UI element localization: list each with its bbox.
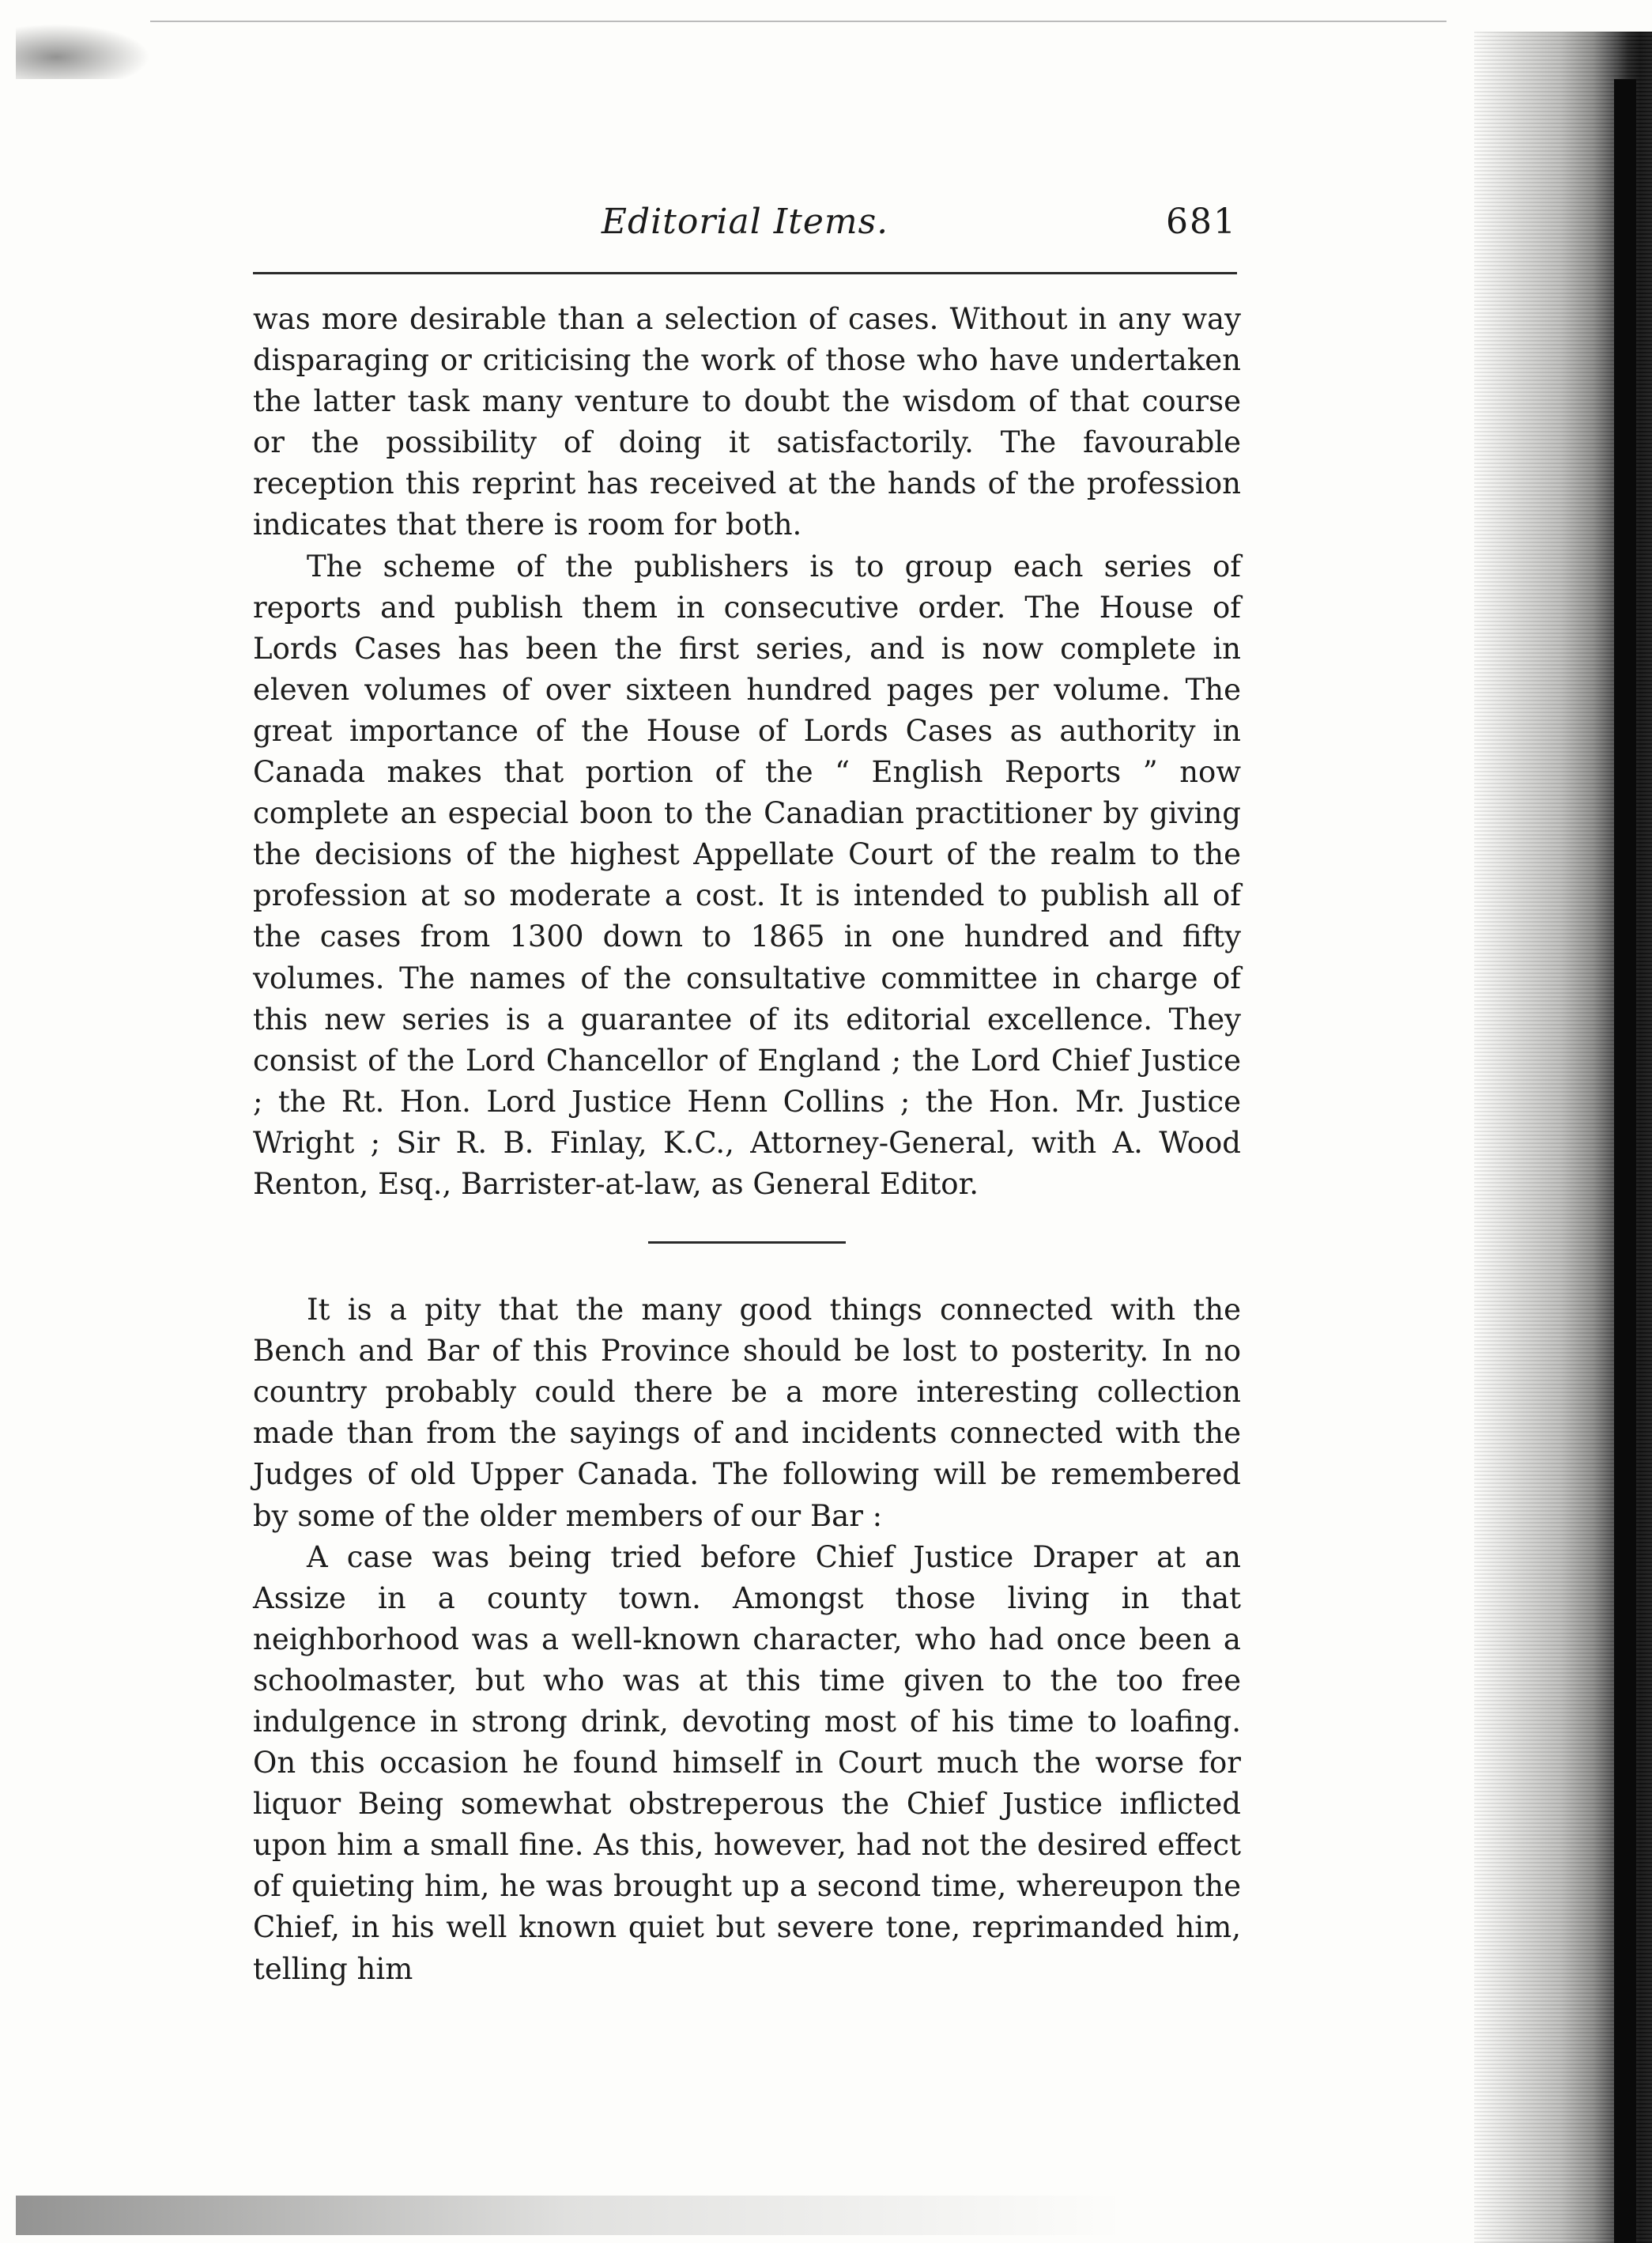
paragraph-chief-justice-anecdote: A case was being tried before Chief Justice Draper at an Assize in a county town. Amongst those living in that neighborhood was a well-known character, who had once been a schoolmaster, but who was at this time given to the too free indulgence in strong drink, devoting most of his time to loafing. On this occasion he found himself in Court much the worse for liquor Being somewhat obstreperous the Chief Justice inflicted upon him a small fine. As this, however, had not the desired effect of quieting him, he was brought up a second time, whereupon the Chief, in his well known quiet but severe tone, reprimanded him, telling him xyxy=(253,1539,1241,1986)
scan-smudge-top xyxy=(16,24,150,79)
running-title: Editorial Items. xyxy=(601,202,889,242)
binding-spine xyxy=(1614,79,1636,2243)
section-divider xyxy=(648,1241,846,1244)
body-text xyxy=(253,299,1241,1990)
scan-top-edge xyxy=(150,21,1446,22)
running-header xyxy=(253,202,1237,265)
header-rule xyxy=(253,272,1237,274)
paragraph-continuation: was more desirable than a selection of cases. Without in any way disparaging or criticising the work of those who have undertaken the latter task many venture to doubt the wisdom of that course or the possibility of doing it satisfactorily. The favourable reception this reprint has received at the hands of the profession indicates that there is room for both. xyxy=(253,302,1241,542)
paragraph-publishers-scheme: The scheme of the publishers is to group each series of reports and publish them in consecutive order. The House of Lords Cases has been the first series, and is now complete in eleven volumes of over sixteen hundred pages per volume. The great importance of the House of Lords Cases as authority in Canada makes that portion of the “ English Reports ” now complete an especial boon to the Canadian practitioner by giving the decisions of the highest Appellate Court of the realm to the profession at so moderate a cost. It is intended to publish all of the cases from 1300 down to 1865 in one hundred and fifty volumes. The names of the consultative committee in charge of this new series is a guarantee of its editorial excellence. They consist of the Lord Chancellor of England ; the Lord Chief Justice ; the Rt. Hon. Lord Justice Henn Collins ; the Hon. Mr. Justice Wright ; Sir R. B. Finlay, K.C., Attorney-General, with A. Wood Renton, Esq., Barrister-at-law, as General Editor. xyxy=(253,549,1241,1201)
book-binding-edge xyxy=(1474,32,1652,2243)
page-number: 681 xyxy=(1166,202,1237,242)
scan-smudge-bottom xyxy=(16,2196,1399,2235)
paragraph-bench-and-bar: It is a pity that the many good things connected with the Bench and Bar of this Province should be lost to posterity. In no country probably could there be a more interesting collection made than from the sayings of and incidents connected with the Judges of old Upper Canada. The following will be remembered by some of the older members of our Bar : xyxy=(253,1293,1241,1533)
